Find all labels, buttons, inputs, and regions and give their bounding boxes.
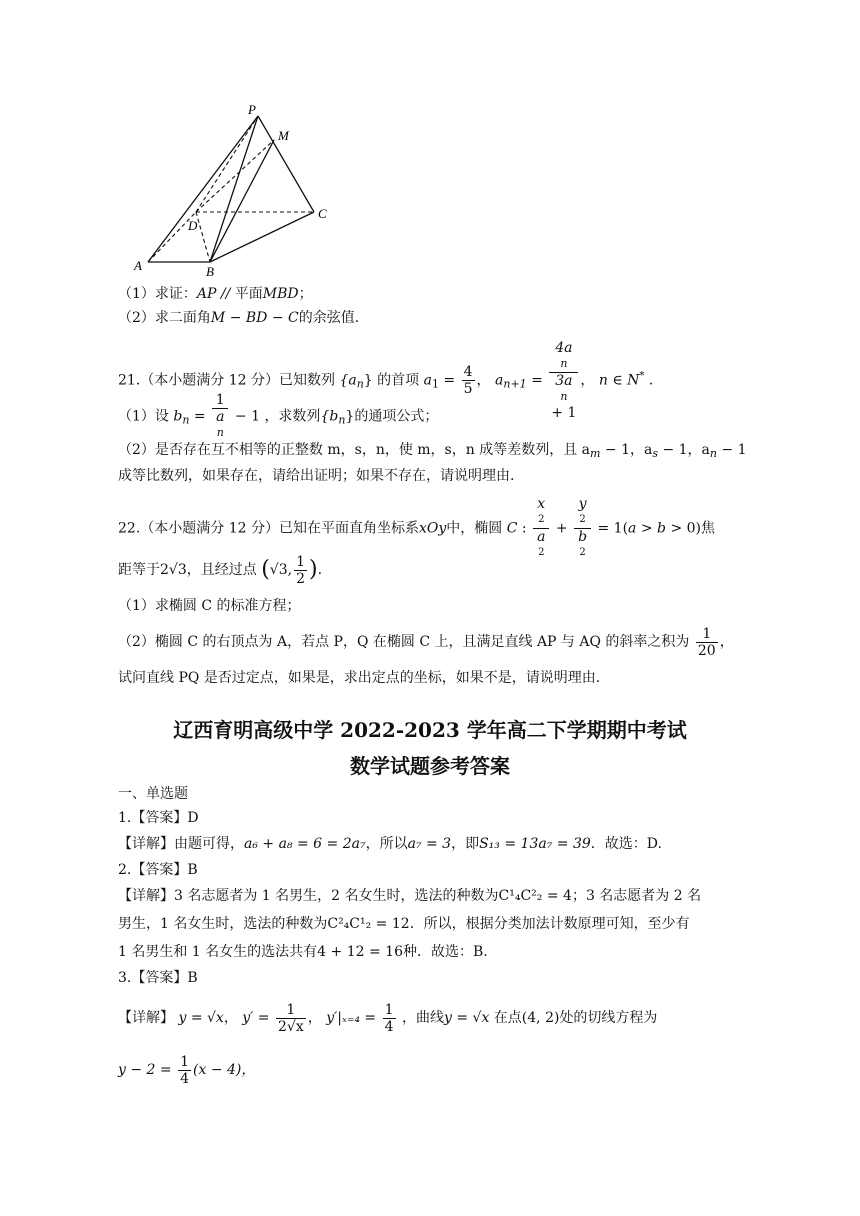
label-a: A	[134, 258, 142, 273]
pyramid-figure	[130, 100, 350, 280]
answer-2-label: 2.【答案】B	[118, 862, 198, 878]
answer-1-label: 1.【答案】D	[118, 810, 199, 826]
answer-title-1: 辽西育明高级中学 2022-2023 学年高二下学期期中考试	[173, 718, 687, 742]
q22-part2-line1: （2）椭圆 C 的右顶点为 A，若点 P，Q 在椭圆 C 上，且满足直线 AP 与 AQ 的斜率之积为 $\frac{1}{20}$ ，	[118, 625, 734, 659]
answer-1-detail: 【详解】由题可得，a₆ + a₈ = 6 = 2a₇，所以a₇ = 3，即S₁₃ = 13a₇ = 39．故选：D.	[118, 836, 662, 852]
q20-part2: （2）求二面角M − BD − C的余弦值.	[118, 310, 360, 326]
answer-3-label: 3.【答案】B	[118, 970, 198, 986]
answer-3-tangent-eq: y − 2 = $\frac{1}{4}$ (x − 4)，	[118, 1053, 256, 1087]
q21-head: 21.（本小题满分 12 分）已知数列 $\{a_n\}$ 的首项 $a_1$ = $\frac{4}{5}$ ， $a_{n+1}$ = 4a n 3a n + 1 ， n ∈ N* .	[118, 340, 654, 421]
answer-3-detail: 【详解】 y = √x， y′ = $\frac{1}{2√x}$ ， y′|ₓ₌₄ = $\frac{1}{4}$ ，曲线y = √x 在点(4, 2)处的切线方程为	[118, 1001, 658, 1035]
label-d: D	[188, 218, 198, 233]
q21-part2-line1: （2）是否存在互不相等的正整数 m，s，n，使 m，s，n 成等差数列，且 $a_m - 1$，$a_s - 1$，$a_n - 1$	[118, 442, 747, 460]
section-heading: 一、单选题	[118, 786, 188, 802]
answer-2-line3: 1 名男生和 1 名女生的选法共有4 + 12 = 16种．故选：B.	[118, 944, 488, 960]
label-m: M	[278, 128, 289, 143]
label-b: B	[206, 264, 214, 279]
q21-part2-line2: 成等比数列，如果存在，请给出证明；如果不存在，请说明理由.	[118, 468, 515, 484]
answer-2-line2: 男生，1 名女生时，选法的种数为C²₄C¹₂ = 12．所以，根据分类加法计数原理可知，至少有	[118, 916, 690, 932]
answer-title-2: 数学试题参考答案	[350, 754, 510, 778]
q22-part2-line2: 试问直线 PQ 是否过定点，如果是，求出定点的坐标，如果不是，请说明理由.	[118, 670, 601, 686]
q22-head: 22.（本小题满分 12 分）已知在平面直角坐标系xOy中，椭圆 C : x 2 a 2 + y 2 b 2 = 1(a > b > 0)焦	[118, 496, 716, 558]
label-c: C	[318, 206, 327, 221]
q22-part1: （1）求椭圆 C 的标准方程；	[118, 598, 301, 614]
answer-2-line1: 【详解】3 名志愿者为 1 名男生，2 名女生时，选法的种数为C¹₄C²₂ = 4；3 名志愿者为 2 名	[118, 888, 702, 904]
q20-part1: （1）求证：AP // 平面MBD；	[118, 286, 313, 302]
q22-head-line2: 距等于2√3，且经过点 (√3, $\frac{1}{2}$ ).	[118, 553, 323, 587]
q21-part1: （1）设 $b_n$ = 1 a n − 1 ，求数列$\{b_n\}$的通项公式；	[118, 392, 439, 439]
label-p: P	[248, 102, 256, 117]
